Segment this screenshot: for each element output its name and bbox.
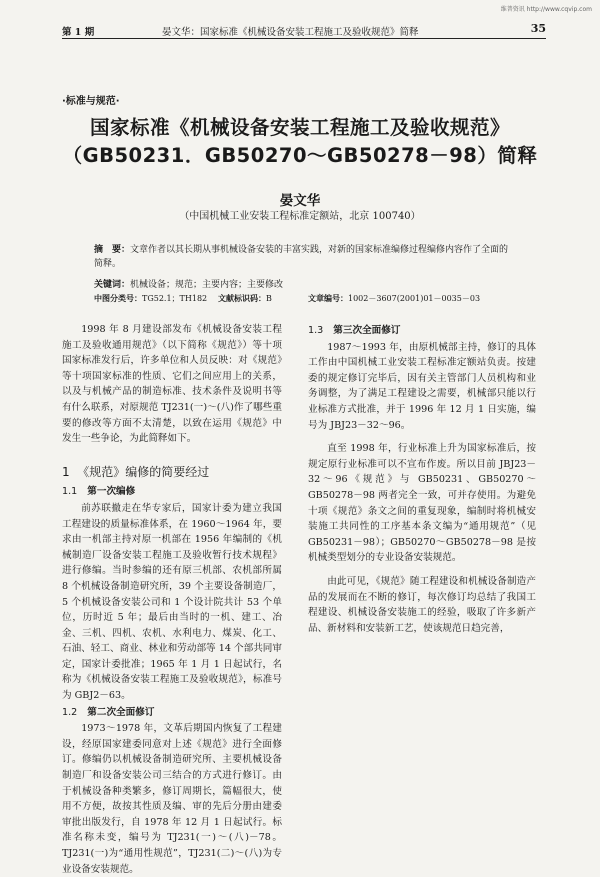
abstract-label: 摘 要： (94, 245, 131, 255)
section-1-2-text: 1973～1978 年，文革后期国内恢复了工程建设，经原国家建委同意对上述《规范》进行全面修订。修编仍以机械设备制造研究所、主要机械设备制造厂和设备安装公司三结合的方式进行修订。由于机械设备种类繁多，修订周期长，篇幅很大，使用不方便，故按其性质及编、审的先后分册由建委审批出版发行，自 1978 年 12 月 1 日起试行。标准名称未变，编号为 TJ231(一)～(八)－78。TJ231(一)为“通用性规范”，TJ231(二)～(八)为专业设备安装规范。 (62, 723, 282, 875)
article-label: 文章编号： (308, 294, 348, 303)
page-number: 35 (530, 22, 546, 35)
section-1-1-title: 第一次编修 (87, 486, 136, 498)
section-1-3-heading (308, 323, 536, 339)
doc-value: B (266, 294, 272, 303)
section-1-3-paragraph-2: 直至 1998 年，行业标准上升为国家标准后，按规定原行业标准可以不宣布作废。所以目前 JBJ23－32～96《规范》与 GB50231、GB50270～GB50278－98 两者完全一致，可并存使用。为避免十项《规范》条文之间的重复现象，编制时将机械安装施工共同性的工序基本条文编为“通用规范”（见 GB50231－98）；GB50270～GB50278－98 是按机械类型划分的专业设备安装规范。 (308, 443, 536, 564)
author: 晏文华 (279, 193, 321, 209)
section-1-1-heading (62, 484, 282, 500)
clc-number (94, 293, 207, 304)
section-1-2-heading (62, 705, 282, 721)
section-label: ·标准与规范· (62, 96, 120, 107)
section-1-1-text: 前苏联撤走在华专家后，国家计委为建立我国工程建设的质量标准体系，在 1960～1964 年，要求由一机部主持对原一机部在 1956 年编制的《机械制造厂设备安装工程施工及验收暂行技术规程》进行修编。当时参编的还有原三机部、农机部所属 8 个机械设备制造研究所，39 个主要设备制造厂，5 个机械设备安装公司和 1 个设计院共计 53 个单位，历时近 5 年；最后由当时的一机、建工、冶金、三机、四机、农机、水利电力、煤炭、化工、石油、轻工、商业、林业和劳动部等 14 个部共同审定，国家计委批准；1965 年 1 月 1 日起试行，名称为《机械设备安装工程施工及验收规范》，标准号为 GBJ2－63。 (62, 502, 282, 702)
watermark: 维普资讯 http://www.cqvip.com (500, 6, 592, 13)
right-column (308, 322, 536, 636)
section-1-2-title: 第二次全面修订 (87, 706, 155, 718)
issue-number: 第 1 期 (62, 27, 95, 38)
affiliation: （中国机械工业安装工程标准定额站，北京 100740） (179, 211, 421, 222)
section-1-3-title: 第三次全面修订 (333, 325, 401, 336)
abstract (94, 243, 514, 271)
section-1-3-paragraph-3: 由此可见，《规范》随工程建设和机械设备制造产品的发展而在不断的修订，每次修订均总结了我国工程建设、机械设备安装施工的经验，吸取了许多新产品、新材料和安装新工艺，使该规范日趋完善， (308, 575, 536, 634)
section-1-1-number: 1.1 (62, 486, 78, 498)
doc-label: 文献标识码： (218, 294, 266, 303)
title-line-2: （GB50231．GB50270～GB50278－98）简释 (62, 144, 538, 167)
section-1-heading (62, 465, 282, 481)
clc-label: 中图分类号： (94, 294, 142, 303)
section-1-2-number: 1.2 (62, 706, 78, 718)
article-value: 1002－3607(2001)01－0035－03 (348, 294, 481, 303)
left-column (62, 322, 282, 877)
section-1-title: 《规范》编修的简要经过 (77, 464, 210, 479)
section-1-3-paragraph-1: 1987～1993 年，由原机械部主持，修订的具体工作由中国机械工业安装工程标准定额站负责。按建委的规定修订完毕后，因有关主管部门人员机构和业务调整，为了满足工程建设之需要，机械部只能以行业标准方式批准，并于 1996 年 12 月 1 日实施，编号为 JBJ23－32～96。 (308, 341, 536, 431)
paper-title (60, 114, 540, 170)
abstract-text: 文章作者以其长期从事机械设备安装的丰富实践，对新的国家标准编修过程编修内容作了全面的简释。 (94, 245, 509, 269)
section-1-number: 1 (62, 464, 70, 479)
keywords-label: 关键词： (94, 280, 131, 290)
running-title: 晏文华：国家标准《机械设备安装工程施工及验收规范》简释 (162, 27, 419, 38)
article-number (308, 293, 480, 304)
keywords (94, 277, 514, 290)
intro-paragraph: 1998 年 8 月建设部发布《机械设备安装工程施工及验收通用规范》（以下简称《规范》）等十项国家标准发行后，许多单位和人员反映：对《规范》等十项国家标准的性质、它们之间应用上的关系，以及与机械产品的制造标准、技术条件及说明书等有什么联系，对原规范 TJ231(一)～(八)作了哪些重要的修改等方面不太清楚，以致在运用《规范》中发生一些争论，为此简释如下。 (62, 324, 282, 445)
title-line-1: 国家标准《机械设备安装工程施工及验收规范》 (89, 116, 510, 139)
section-1-3-number: 1.3 (308, 325, 324, 336)
clc-value: TG52.1；TH182 (142, 294, 208, 303)
keywords-text: 机械设备；规范；主要内容；主要修改 (130, 280, 284, 290)
classification-line (94, 293, 524, 305)
running-head (62, 22, 546, 39)
doc-code (218, 293, 272, 304)
